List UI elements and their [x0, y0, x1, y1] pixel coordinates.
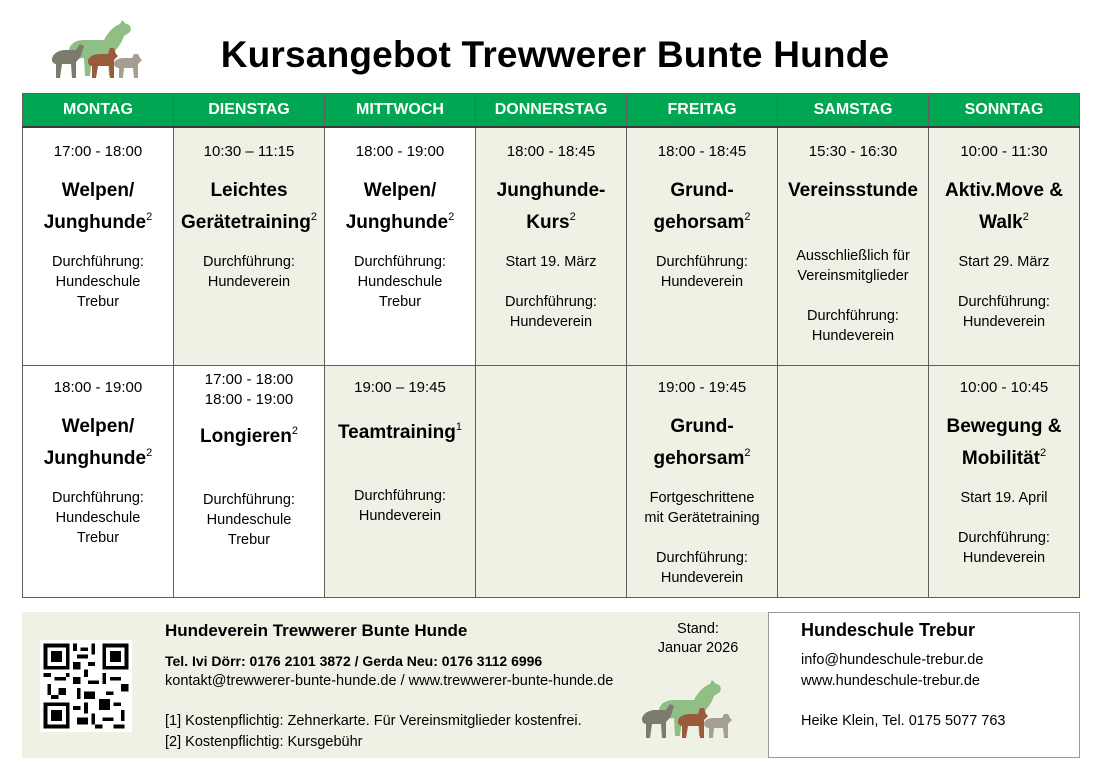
- day-header-saturday: SAMSTAG: [778, 94, 929, 127]
- course-name-line: Longieren: [200, 426, 292, 447]
- footnote-marker: 2: [744, 447, 751, 459]
- course-provider: [331, 252, 469, 312]
- provider-label: Durchführung:: [958, 530, 1050, 546]
- provider-name: Hundeschule: [55, 273, 141, 290]
- provider-name: Hundeschule: [206, 512, 292, 528]
- day-header-wednesday: MITTWOCH: [325, 94, 476, 127]
- footnote-marker: 2: [146, 447, 153, 459]
- course-start-date: Start 29. März: [958, 253, 1050, 270]
- provider-label: Durchführung:: [354, 253, 446, 270]
- provider-label: Durchführung:: [656, 550, 748, 566]
- course-time: 10:30 – 11:15: [203, 142, 295, 160]
- provider-label: Durchführung:: [203, 253, 295, 270]
- course-name-line: Vereinsstunde: [788, 179, 918, 201]
- provider-name: Hundeverein: [811, 327, 895, 344]
- day-header-sunday: SONNTAG: [929, 94, 1080, 127]
- course-provider: [29, 488, 167, 548]
- course-provider: [29, 252, 167, 312]
- course-name: [180, 178, 318, 236]
- course-cell: [174, 366, 325, 598]
- provider-label: Durchführung:: [52, 253, 144, 270]
- club-contact-link[interactable]: kontakt@trewwerer-bunte-hunde.de / www.trewwerer-bunte-hunde.de: [165, 673, 614, 689]
- provider-name: Trebur: [76, 293, 120, 310]
- empty-course-cell: [778, 366, 929, 598]
- provider-label: Durchführung:: [52, 490, 144, 506]
- footnote-marker: 2: [744, 210, 751, 223]
- course-name: [935, 414, 1073, 472]
- course-name: [784, 178, 922, 204]
- course-provider: [784, 306, 922, 346]
- course-name: [633, 414, 771, 472]
- course-provider: [633, 252, 771, 292]
- course-time-line: 18:00 - 19:00: [204, 391, 294, 408]
- provider-label: Durchführung:: [505, 293, 597, 310]
- provider-label: Durchführung:: [958, 293, 1050, 310]
- provider-name: Hundeverein: [207, 273, 291, 290]
- qr-code-icon[interactable]: [40, 640, 132, 732]
- course-name: [29, 178, 167, 236]
- provider-name: Hundeverein: [962, 313, 1046, 330]
- day-header-thursday: DONNERSTAG: [476, 94, 627, 127]
- footnote-marker: 1: [455, 421, 462, 433]
- course-note: [633, 488, 771, 528]
- day-header-tuesday: DIENSTAG: [174, 94, 325, 127]
- footnote-1: [1] Kostenpflichtig: Zehnerkarte. Für Vereinsmitglieder kostenfrei.: [165, 713, 582, 729]
- page-title: Kursangebot Trewwerer Bunte Hunde: [220, 34, 890, 75]
- course-provider: [935, 528, 1073, 568]
- footnote-marker: 2: [1022, 210, 1029, 223]
- course-note-line: mit Gerätetraining: [644, 510, 760, 526]
- provider-name: Hundeschule: [55, 510, 141, 526]
- course-name: [180, 418, 318, 450]
- footnote-marker: 2: [1039, 447, 1047, 459]
- course-name-line: Teamtraining: [337, 422, 456, 443]
- course-name: [29, 414, 167, 472]
- course-time: 19:00 - 19:45: [657, 379, 747, 396]
- course-name-line: Junghunde-: [496, 179, 606, 201]
- restriction-line: Ausschließlich für: [796, 247, 910, 264]
- footnote-marker: 2: [310, 210, 317, 223]
- club-name: Hundeverein Trewwerer Bunte Hunde: [165, 621, 468, 640]
- course-cell: [929, 366, 1080, 598]
- course-provider: [180, 490, 318, 550]
- schedule-row: [23, 127, 1080, 366]
- course-schedule-table: [22, 93, 1080, 598]
- course-time-line: 17:00 - 18:00: [204, 371, 294, 388]
- restriction-line: Vereinsmitglieder: [797, 267, 909, 284]
- dog-group-logo: [638, 678, 738, 740]
- course-time: 17:00 - 18:00: [53, 142, 143, 160]
- course-provider: [482, 292, 620, 332]
- course-cell: [23, 366, 174, 598]
- day-header-friday: FREITAG: [627, 94, 778, 127]
- footnote-marker: 2: [448, 210, 455, 223]
- course-name-line: Welpen/: [363, 179, 437, 201]
- course-name-line: Leichtes: [210, 179, 288, 201]
- course-name-line: Welpen/: [61, 179, 135, 201]
- day-header-monday: MONTAG: [23, 94, 174, 127]
- course-name-line: gehorsam: [653, 448, 745, 469]
- course-provider: [180, 252, 318, 292]
- course-cell: [778, 127, 929, 366]
- revision-date: [648, 620, 748, 658]
- course-restriction: [784, 246, 922, 286]
- course-time: 18:00 - 18:45: [657, 142, 747, 160]
- provider-label: Durchführung:: [807, 307, 899, 324]
- course-cell: [627, 366, 778, 598]
- footnote-marker: 2: [291, 425, 298, 437]
- course-name-line: Grund-: [670, 416, 734, 437]
- course-cell: [23, 127, 174, 366]
- footnote-marker: 2: [146, 210, 153, 223]
- course-time: 19:00 – 19:45: [354, 379, 446, 396]
- course-name-line: gehorsam: [653, 211, 745, 233]
- weekday-header-row: [23, 94, 1080, 127]
- course-name-line: Gerätetraining: [181, 211, 311, 233]
- school-contact-person: Heike Klein, Tel. 0175 5077 763: [801, 713, 1006, 729]
- course-name: [482, 178, 620, 236]
- course-time: [180, 366, 318, 410]
- school-email-link[interactable]: info@hundeschule-trebur.de: [801, 652, 984, 668]
- course-name-line: Walk: [979, 211, 1023, 233]
- course-start-date: Start 19. März: [505, 253, 597, 270]
- footnote-marker: 2: [569, 210, 576, 223]
- course-cell: [325, 127, 476, 366]
- provider-name: Hundeverein: [660, 570, 744, 586]
- course-name-line: Welpen/: [61, 416, 135, 437]
- provider-name: Hundeverein: [358, 508, 442, 524]
- provider-name: Trebur: [76, 530, 120, 546]
- school-name: Hundeschule Trebur: [801, 620, 976, 640]
- provider-name: Trebur: [227, 532, 271, 548]
- course-time: 15:30 - 16:30: [808, 142, 898, 160]
- provider-name: Hundeschule: [357, 273, 443, 290]
- course-name-line: Junghunde: [43, 448, 147, 469]
- course-time: 18:00 - 18:45: [506, 142, 596, 160]
- course-cell: [325, 366, 476, 598]
- course-cell: [174, 127, 325, 366]
- course-time: 18:00 - 19:00: [53, 379, 143, 396]
- course-time: 10:00 - 10:45: [959, 379, 1049, 396]
- course-name-line: Kurs: [526, 211, 570, 233]
- course-provider: [633, 548, 771, 588]
- course-name-line: Junghunde: [43, 211, 147, 233]
- school-website-link[interactable]: www.hundeschule-trebur.de: [801, 673, 980, 689]
- course-cell: [627, 127, 778, 366]
- empty-course-cell: [476, 366, 627, 598]
- provider-name: Hundeverein: [509, 313, 593, 330]
- footnote-2: [2] Kostenpflichtig: Kursgebühr: [165, 734, 363, 750]
- course-name-line: Junghunde: [345, 211, 449, 233]
- course-name-line: Mobilität: [961, 448, 1040, 469]
- provider-name: Trebur: [378, 293, 422, 310]
- club-phone: Tel. Ivi Dörr: 0176 2101 3872 / Gerda Neu: 0176 3112 6996: [165, 653, 543, 669]
- course-cell: [929, 127, 1080, 366]
- course-time: 18:00 - 19:00: [355, 142, 445, 160]
- schedule-row: [23, 366, 1080, 598]
- course-name: [331, 414, 469, 446]
- course-note-line: Fortgeschrittene: [649, 490, 755, 506]
- course-name-line: Grund-: [670, 179, 734, 201]
- provider-label: Durchführung:: [656, 253, 748, 270]
- revision-label: Stand:: [677, 621, 719, 637]
- course-name: [331, 178, 469, 236]
- course-start-date: Start 19. April: [960, 490, 1048, 506]
- course-provider: [331, 486, 469, 526]
- course-name: [935, 178, 1073, 236]
- course-name-line: Aktiv.Move &: [945, 179, 1063, 201]
- provider-label: Durchführung:: [354, 488, 446, 504]
- course-name: [633, 178, 771, 236]
- provider-name: Hundeverein: [660, 273, 744, 290]
- provider-name: Hundeverein: [962, 550, 1046, 566]
- course-name-line: Bewegung &: [946, 416, 1062, 437]
- course-time: 10:00 - 11:30: [960, 142, 1048, 160]
- course-provider: [935, 292, 1073, 332]
- course-cell: [476, 127, 627, 366]
- revision-value: Januar 2026: [657, 640, 739, 656]
- provider-label: Durchführung:: [203, 492, 295, 508]
